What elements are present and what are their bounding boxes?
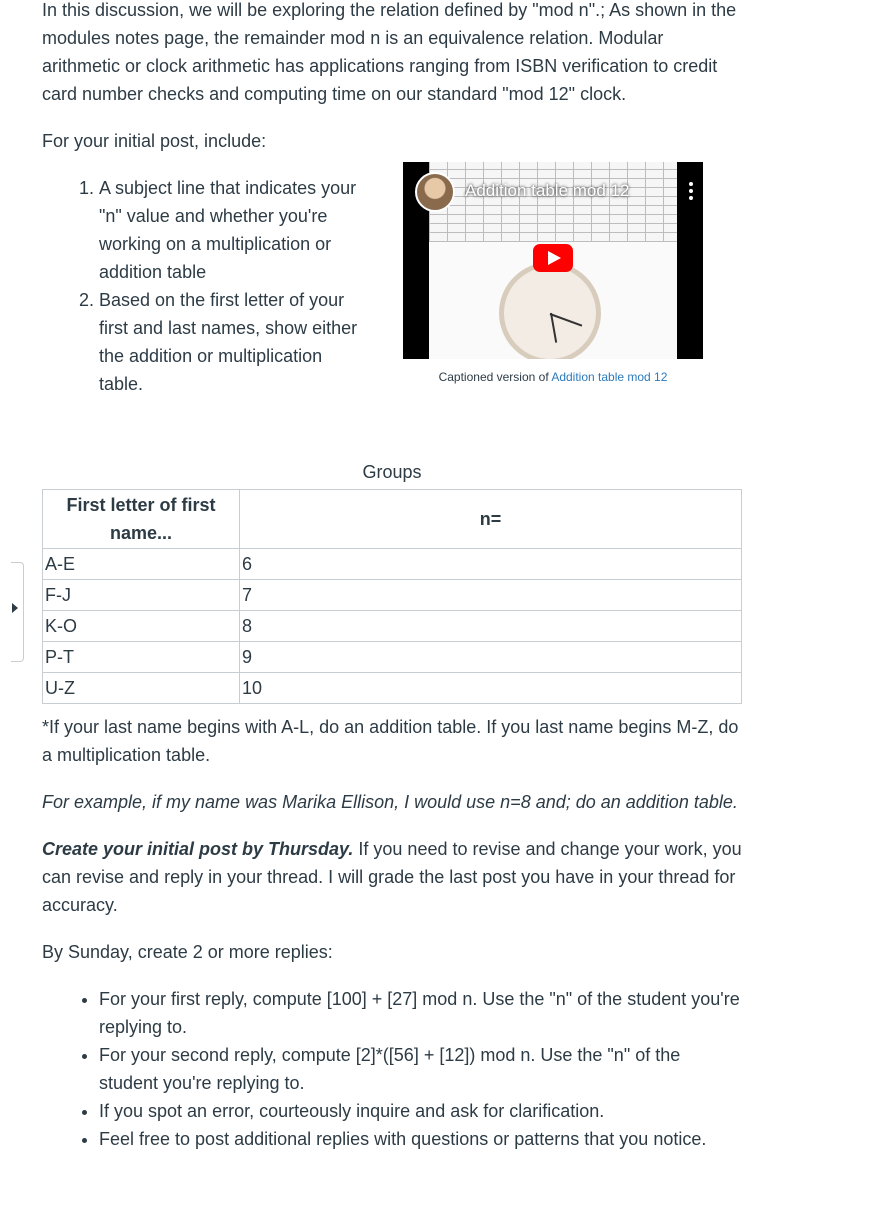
more-options-icon[interactable] — [689, 182, 693, 203]
intro-paragraph: In this discussion, we will be exploring the relation defined by "mod n".; As shown in the modules notes page, the remainder mod n is an equivalence relation. Modular arithmetic or clock arithmetic has applications ranging from ISBN verification to credit card number checks and computing time on our standard "mod 12" clock. — [42, 0, 737, 104]
deadline-emphasis: Create your initial post by Thursday. — [42, 839, 354, 859]
table-cell: P-T — [43, 642, 240, 673]
table-cell: A-E — [43, 549, 240, 580]
steps-list — [42, 174, 359, 398]
table-header: n= — [240, 490, 742, 549]
table-cell: U-Z — [43, 673, 240, 704]
video-embed — [403, 162, 703, 385]
video-player[interactable] — [403, 162, 703, 359]
table-cell: F-J — [43, 580, 240, 611]
last-name-note: *If your last name begins with A-L, do an addition table. If you last name begins M-Z, do a multiplication table. — [42, 717, 739, 765]
list-item: • For your second reply, compute [2]*([56] + [12]) mod n. Use the "n" of the student you're replying to. — [99, 1041, 742, 1097]
table-row — [43, 580, 742, 611]
list-item: 2. Based on the first letter of your first and last names, show either the addition or multiplication table. — [99, 286, 359, 398]
table-header-row — [43, 490, 742, 549]
example-paragraph: For example, if my name was Marika Ellison, I would use n=8 and; do an addition table. — [42, 792, 738, 812]
list-item: • Feel free to post additional replies with questions or patterns that you notice. — [99, 1125, 742, 1153]
initial-post-heading: For your initial post, include: — [42, 131, 267, 151]
table-cell: 7 — [240, 580, 742, 611]
table-cell: 9 — [240, 642, 742, 673]
avatar[interactable] — [415, 172, 455, 212]
table-row — [43, 673, 742, 704]
groups-title: Groups — [362, 462, 422, 482]
deadline-paragraph: Create your initial post by Thursday. If you need to revise and change your work, you can revise and reply in your thread. I will grade the last post you have in your thread for accuracy. — [42, 839, 742, 915]
discussion-content — [42, 0, 742, 1153]
clock-icon — [499, 262, 601, 359]
video-caption: Captioned version of Addition table mod 12 — [438, 370, 668, 384]
instructions-block — [42, 174, 742, 442]
table-cell: K-O — [43, 611, 240, 642]
replies-list — [42, 985, 742, 1153]
play-icon[interactable] — [533, 244, 573, 272]
list-item: 1. A subject line that indicates your "n" value and whether you're working on a multiplication or addition table — [99, 174, 359, 286]
list-item: • For your first reply, compute [100] + [27] mod n. Use the "n" of the student you're replying to. — [99, 985, 742, 1041]
table-cell: 10 — [240, 673, 742, 704]
expand-arrow-icon[interactable] — [12, 603, 18, 613]
video-title[interactable]: Addition table mod 12 — [465, 181, 630, 200]
table-row — [43, 549, 742, 580]
replies-heading: By Sunday, create 2 or more replies: — [42, 942, 333, 962]
caption-link[interactable]: Addition table mod 12 — [551, 370, 668, 384]
table-row — [43, 642, 742, 673]
table-header: First letter of first name... — [43, 490, 240, 549]
groups-table — [42, 489, 742, 704]
list-item: • If you spot an error, courteously inquire and ask for clarification. — [99, 1097, 742, 1125]
table-cell: 8 — [240, 611, 742, 642]
video-thumbnail — [429, 162, 677, 242]
table-cell: 6 — [240, 549, 742, 580]
table-row — [43, 611, 742, 642]
